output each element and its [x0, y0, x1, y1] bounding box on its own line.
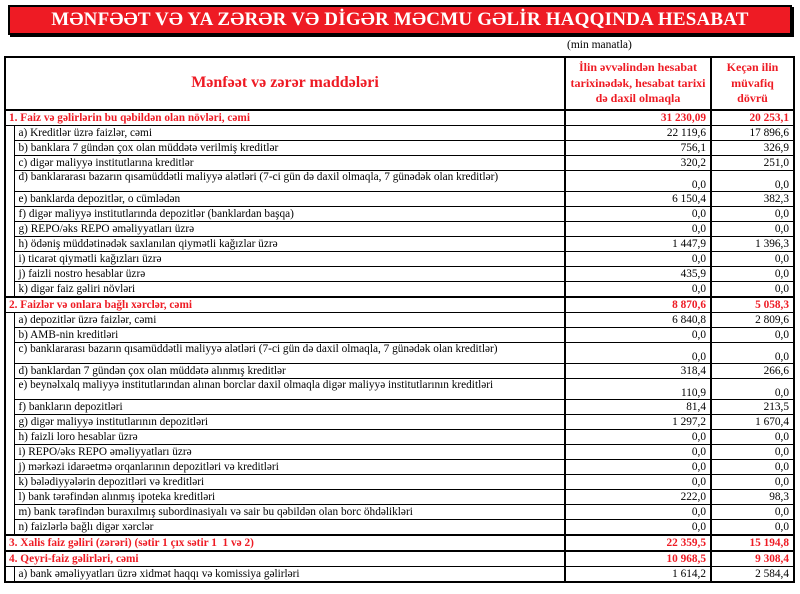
row-indent-gap [5, 567, 14, 582]
row-value-current: 435,9 [565, 267, 711, 282]
row-value-current: 6 150,4 [565, 192, 711, 207]
row-label: c) banklararası bazarın qısamüddətli maliyyə alətləri (7-ci gün də daxil olmaqla, 7 günədək olan kreditlər) [14, 343, 565, 364]
row-indent-gap [5, 222, 14, 237]
row-value-previous: 0,0 [711, 445, 794, 460]
row-value-current: 0,0 [565, 171, 711, 192]
row-value-current: 320,2 [565, 156, 711, 171]
row-value-previous: 17 896,6 [711, 126, 794, 141]
row-indent-gap [5, 343, 14, 364]
table-row [5, 237, 794, 252]
row-value-current: 6 840,8 [565, 313, 711, 328]
section-row [5, 297, 794, 313]
report-title: MƏNFƏƏT VƏ YA ZƏRƏR VƏ DİGƏR MƏCMU GƏLİR HAQQINDA HESABAT [51, 9, 749, 30]
row-value-current: 0,0 [565, 207, 711, 222]
row-value-current: 0,0 [565, 328, 711, 343]
table-row [5, 313, 794, 328]
row-label: h) faizli loro hesablar üzrə [14, 430, 565, 445]
row-label: 4. Qeyri-faiz gəlirləri, cəmi [5, 551, 565, 567]
table-header [5, 57, 794, 110]
row-label: b) AMB-nin kreditləri [14, 328, 565, 343]
row-indent-gap [5, 156, 14, 171]
row-label: i) ticarət qiymətli kağızları üzrə [14, 252, 565, 267]
row-value-previous: 1 670,4 [711, 415, 794, 430]
row-value-current: 222,0 [565, 490, 711, 505]
row-value-current: 10 968,5 [565, 551, 711, 567]
section-row [5, 110, 794, 126]
table-row [5, 282, 794, 297]
table-row [5, 156, 794, 171]
table-row [5, 207, 794, 222]
row-label: g) REPO/əks REPO əməliyyatları üzrə [14, 222, 565, 237]
row-label: e) beynəlxalq maliyyə institutlarından alınan borclar daxil olmaqla digər maliyyə institutlarının kreditləri [14, 379, 565, 400]
row-indent-gap [5, 520, 14, 535]
row-value-previous: 326,9 [711, 141, 794, 156]
row-value-previous: 0,0 [711, 252, 794, 267]
row-label: f) digər maliyyə institutlarında depozitlər (banklardan başqa) [14, 207, 565, 222]
row-value-current: 22 119,6 [565, 126, 711, 141]
row-label: 2. Faizlər və onlara bağlı xərclər, cəmi [5, 297, 565, 313]
table-row [5, 490, 794, 505]
row-value-previous: 98,3 [711, 490, 794, 505]
row-value-previous: 0,0 [711, 328, 794, 343]
row-indent-gap [5, 430, 14, 445]
row-indent-gap [5, 126, 14, 141]
table-row [5, 364, 794, 379]
row-value-previous: 0,0 [711, 207, 794, 222]
row-label: g) digər maliyyə institutlarının depozitləri [14, 415, 565, 430]
row-value-previous: 0,0 [711, 460, 794, 475]
row-indent-gap [5, 415, 14, 430]
row-label: k) digər faiz gəliri növləri [14, 282, 565, 297]
table-row [5, 328, 794, 343]
row-value-previous: 0,0 [711, 379, 794, 400]
unit-note: (min manatla) [567, 39, 632, 51]
table-row [5, 267, 794, 282]
row-label: h) ödəniş müddətinədək saxlanılan qiymətli kağızlar üzrə [14, 237, 565, 252]
row-label: l) bank tərəfindən alınmış ipoteka kreditləri [14, 490, 565, 505]
table-row [5, 460, 794, 475]
table-row [5, 445, 794, 460]
row-indent-gap [5, 460, 14, 475]
row-value-previous: 0,0 [711, 343, 794, 364]
row-indent-gap [5, 192, 14, 207]
table-row [5, 505, 794, 520]
row-value-previous: 0,0 [711, 475, 794, 490]
column-header-current-period: İlin əvvəlindən hesabat tarixinədək, hesabat tarixi də daxil olmaqla [565, 57, 711, 110]
row-value-current: 1 447,9 [565, 237, 711, 252]
row-value-current: 0,0 [565, 505, 711, 520]
row-value-previous: 0,0 [711, 171, 794, 192]
row-value-current: 0,0 [565, 520, 711, 535]
row-indent-gap [5, 313, 14, 328]
income-statement-table [4, 56, 795, 583]
row-label: 1. Faiz və gəlirlərin bu qəbildən olan növləri, cəmi [5, 110, 565, 126]
table-body [5, 110, 794, 582]
row-value-previous: 0,0 [711, 222, 794, 237]
row-indent-gap [5, 328, 14, 343]
row-label: e) banklarda depozitlər, o cümlədən [14, 192, 565, 207]
table-row [5, 415, 794, 430]
row-value-current: 110,9 [565, 379, 711, 400]
row-value-current: 8 870,6 [565, 297, 711, 313]
row-label: n) faizlərlə bağlı digər xərclər [14, 520, 565, 535]
row-indent-gap [5, 267, 14, 282]
row-value-current: 1 614,2 [565, 567, 711, 582]
table-row [5, 520, 794, 535]
row-label: i) REPO/əks REPO əməliyyatları üzrə [14, 445, 565, 460]
row-label: a) Kreditlər üzrə faizlər, cəmi [14, 126, 565, 141]
row-value-previous: 20 253,1 [711, 110, 794, 126]
row-label: b) banklara 7 gündən çox olan müddətə verilmiş kreditlər [14, 141, 565, 156]
row-value-previous: 0,0 [711, 520, 794, 535]
row-label: k) bələdiyyələrin depozitləri və kreditləri [14, 475, 565, 490]
column-header-previous-period: Keçən ilin müvafiq dövrü [711, 57, 794, 110]
row-label: m) bank tərəfindən buraxılmış subordinasiyalı və sair bu qəbildən olan borc öhdəlikləri [14, 505, 565, 520]
row-value-current: 318,4 [565, 364, 711, 379]
row-value-current: 756,1 [565, 141, 711, 156]
table-row [5, 222, 794, 237]
row-value-current: 0,0 [565, 460, 711, 475]
column-header-items: Mənfəət və zərər maddələri [5, 57, 565, 110]
table-row [5, 126, 794, 141]
row-value-previous: 0,0 [711, 505, 794, 520]
row-label: d) banklardan 7 gündən çox olan müddətə alınmış kreditlər [14, 364, 565, 379]
section-row [5, 551, 794, 567]
row-indent-gap [5, 252, 14, 267]
row-value-previous: 213,5 [711, 400, 794, 415]
row-value-current: 81,4 [565, 400, 711, 415]
row-value-previous: 9 308,4 [711, 551, 794, 567]
row-value-previous: 0,0 [711, 430, 794, 445]
row-indent-gap [5, 445, 14, 460]
table-row [5, 192, 794, 207]
row-value-current: 0,0 [565, 282, 711, 297]
table-row [5, 567, 794, 582]
row-value-current: 0,0 [565, 343, 711, 364]
row-indent-gap [5, 237, 14, 252]
row-label: c) digər maliyyə institutlarına kreditlər [14, 156, 565, 171]
row-label: a) bank əməliyyatları üzrə xidmət haqqı və komissiya gəlirləri [14, 567, 565, 582]
row-label: f) bankların depozitləri [14, 400, 565, 415]
row-value-current: 0,0 [565, 222, 711, 237]
row-indent-gap [5, 475, 14, 490]
row-value-previous: 15 194,8 [711, 535, 794, 551]
row-indent-gap [5, 490, 14, 505]
table-row [5, 343, 794, 364]
table-row [5, 141, 794, 156]
section-row [5, 535, 794, 551]
row-label: d) banklararası bazarın qısamüddətli maliyyə alətləri (7-ci gün də daxil olmaqla, 7 günədək olan kreditlər) [14, 171, 565, 192]
row-value-current: 0,0 [565, 445, 711, 460]
table-row [5, 475, 794, 490]
row-label: 3. Xalis faiz gəliri (zərəri) (sətir 1 çıx sətir 1 1 və 2) [5, 535, 565, 551]
row-value-previous: 5 058,3 [711, 297, 794, 313]
row-indent-gap [5, 379, 14, 400]
table-row [5, 252, 794, 267]
row-indent-gap [5, 171, 14, 192]
report-title-banner [8, 5, 792, 35]
row-value-current: 0,0 [565, 475, 711, 490]
row-value-previous: 266,6 [711, 364, 794, 379]
row-indent-gap [5, 400, 14, 415]
row-value-previous: 0,0 [711, 282, 794, 297]
table-row [5, 171, 794, 192]
row-value-previous: 251,0 [711, 156, 794, 171]
row-value-previous: 0,0 [711, 267, 794, 282]
row-label: j) mərkəzi idarəetmə orqanlarının depozitləri və kreditləri [14, 460, 565, 475]
row-value-current: 22 359,5 [565, 535, 711, 551]
table-row [5, 430, 794, 445]
row-value-current: 1 297,2 [565, 415, 711, 430]
row-value-previous: 2 584,4 [711, 567, 794, 582]
row-label: a) depozitlər üzrə faizlər, cəmi [14, 313, 565, 328]
row-value-previous: 2 809,6 [711, 313, 794, 328]
row-value-current: 0,0 [565, 430, 711, 445]
row-value-current: 0,0 [565, 252, 711, 267]
table-row [5, 400, 794, 415]
table-row [5, 379, 794, 400]
row-value-previous: 1 396,3 [711, 237, 794, 252]
row-indent-gap [5, 141, 14, 156]
row-label: j) faizli nostro hesablar üzrə [14, 267, 565, 282]
row-indent-gap [5, 505, 14, 520]
row-value-current: 31 230,09 [565, 110, 711, 126]
row-indent-gap [5, 282, 14, 297]
row-value-previous: 382,3 [711, 192, 794, 207]
row-indent-gap [5, 207, 14, 222]
row-indent-gap [5, 364, 14, 379]
